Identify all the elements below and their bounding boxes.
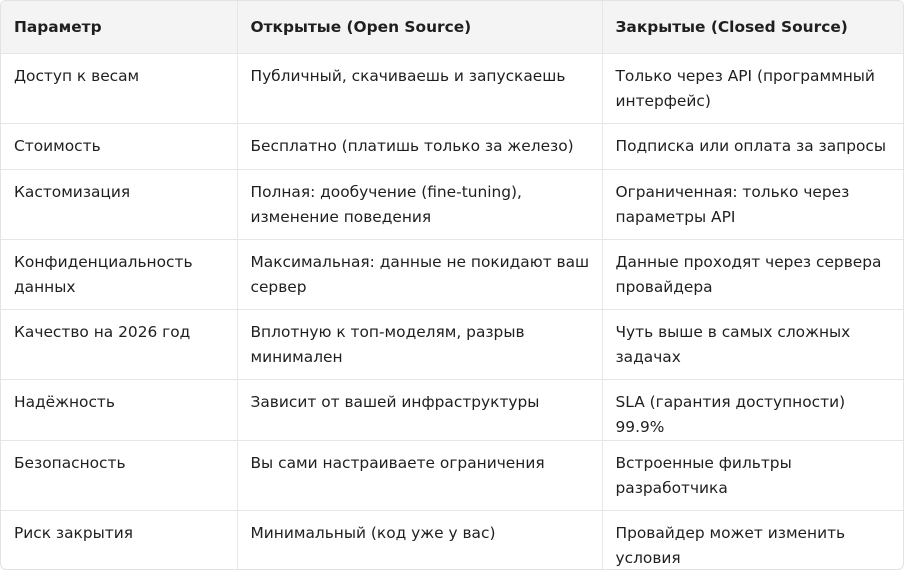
row-parameter-cell: Качество на 2026 год bbox=[1, 310, 237, 380]
table-row bbox=[1, 380, 903, 441]
row-closed-source-cell: Подписка или оплата за запросы bbox=[602, 124, 903, 170]
row-open-source-cell: Максимальная: данные не покидают ваш сервер bbox=[237, 240, 602, 310]
row-open-source-cell: Бесплатно (платишь только за железо) bbox=[237, 124, 602, 170]
table-row bbox=[1, 511, 903, 570]
table-row bbox=[1, 124, 903, 170]
row-parameter-cell: Риск закрытия bbox=[1, 511, 237, 570]
table-row bbox=[1, 240, 903, 310]
row-parameter-cell: Надёжность bbox=[1, 380, 237, 441]
row-parameter-cell: Конфиденциальность данных bbox=[1, 240, 237, 310]
row-closed-source-cell: Провайдер может изменить условия bbox=[602, 511, 903, 570]
row-closed-source-cell: Ограниченная: только через параметры API bbox=[602, 170, 903, 240]
row-closed-source-cell: Только через API (программный интерфейс) bbox=[602, 54, 903, 124]
row-open-source-cell: Публичный, скачиваешь и запускаешь bbox=[237, 54, 602, 124]
row-closed-source-cell: Данные проходят через сервера провайдера bbox=[602, 240, 903, 310]
table-row bbox=[1, 170, 903, 240]
table-row bbox=[1, 54, 903, 124]
table-row bbox=[1, 441, 903, 511]
header-parameter: Параметр bbox=[1, 1, 237, 54]
row-parameter-cell: Безопасность bbox=[1, 441, 237, 511]
row-parameter-cell: Кастомизация bbox=[1, 170, 237, 240]
comparison-table bbox=[1, 1, 903, 570]
row-closed-source-cell: Встроенные фильтры разработчика bbox=[602, 441, 903, 511]
table-header-row bbox=[1, 1, 903, 54]
row-open-source-cell: Вплотную к топ-моделям, разрыв минимален bbox=[237, 310, 602, 380]
row-parameter-cell: Доступ к весам bbox=[1, 54, 237, 124]
table-row bbox=[1, 310, 903, 380]
header-open-source: Открытые (Open Source) bbox=[237, 1, 602, 54]
row-closed-source-cell: Чуть выше в самых сложных задачах bbox=[602, 310, 903, 380]
row-open-source-cell: Зависит от вашей инфраструктуры bbox=[237, 380, 602, 441]
row-closed-source-cell: SLA (гарантия доступности) 99.9% bbox=[602, 380, 903, 441]
row-open-source-cell: Полная: дообучение (fine-tuning), изменение поведения bbox=[237, 170, 602, 240]
row-open-source-cell: Минимальный (код уже у вас) bbox=[237, 511, 602, 570]
header-closed-source: Закрытые (Closed Source) bbox=[602, 1, 903, 54]
row-parameter-cell: Стоимость bbox=[1, 124, 237, 170]
row-open-source-cell: Вы сами настраиваете ограничения bbox=[237, 441, 602, 511]
